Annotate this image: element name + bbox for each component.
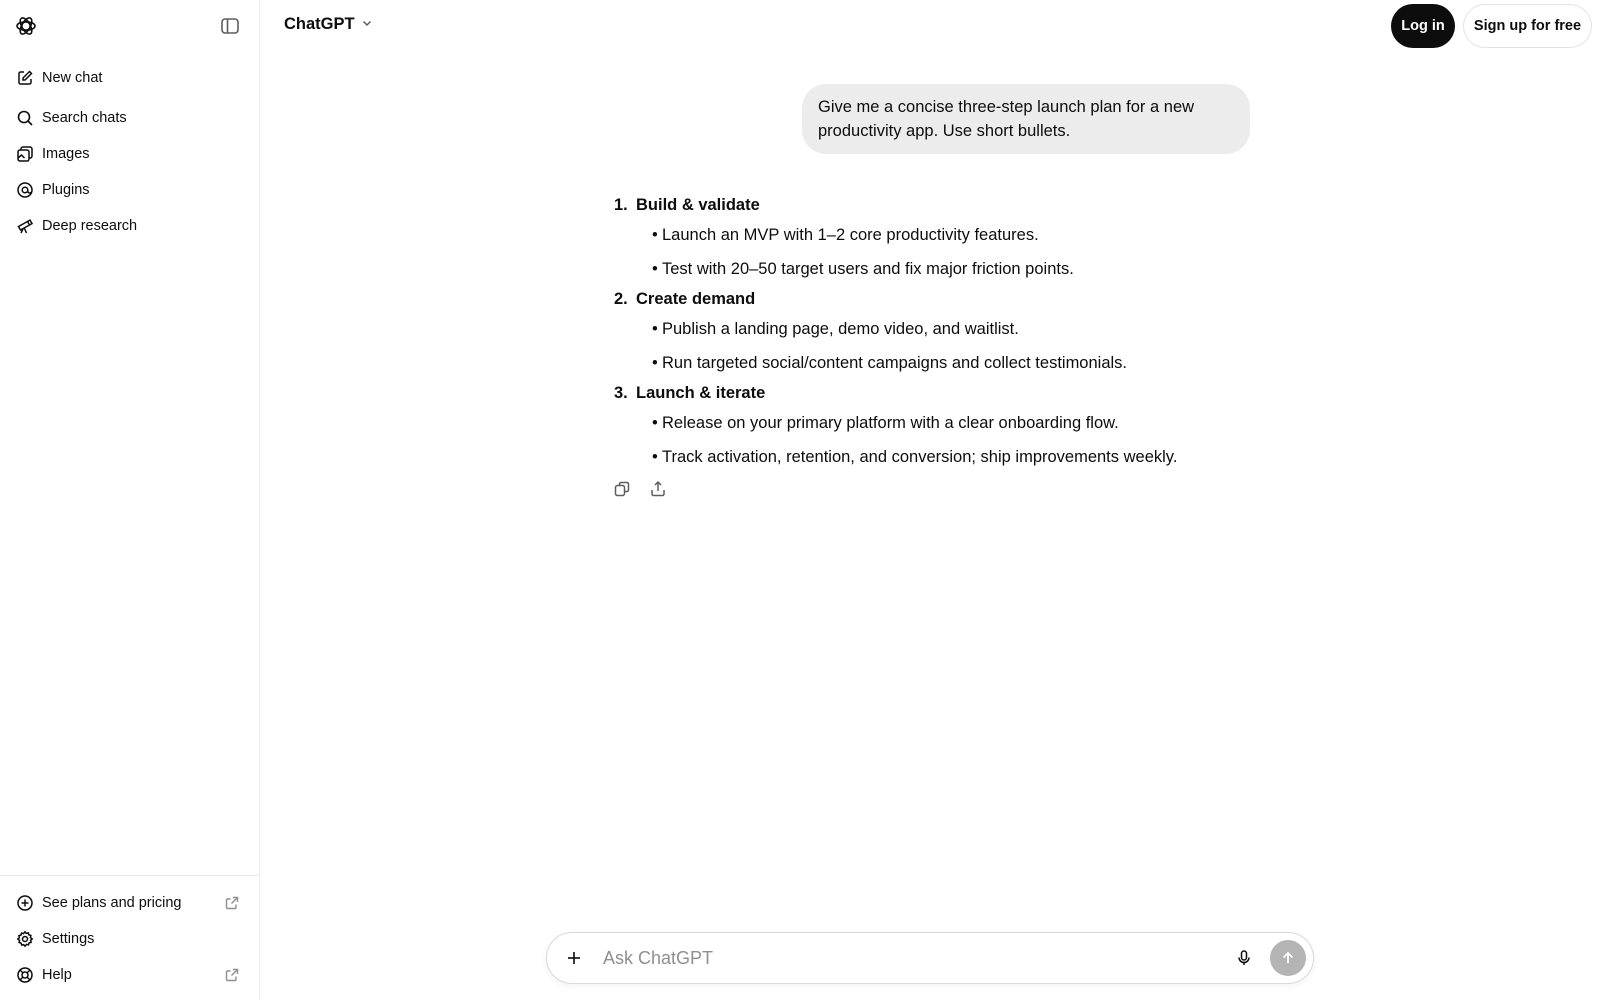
sidebar [0,0,260,1000]
sidebar-item-label: New chat [42,70,103,86]
send-button[interactable] [1270,940,1306,976]
step-heading [614,192,1274,218]
bullet-text: Publish a landing page, demo video, and waitlist. [662,320,1019,338]
assistant-message [614,192,1274,474]
user-message-bubble: Give me a concise three-step launch plan for a new productivity app. Use short bullets. [802,84,1250,154]
step-number: 3. [614,384,628,402]
edit-icon [16,69,34,87]
login-button[interactable]: Log in [1391,4,1455,48]
new-chat-button[interactable] [8,61,252,95]
bullet-item [614,406,1274,440]
sidebar-item-plugins[interactable] [8,173,252,207]
step-title: Create demand [636,290,756,308]
share-icon[interactable] [648,479,668,499]
search-chats-button[interactable] [8,101,252,135]
search-icon [16,109,34,127]
sidebar-item-label: Settings [42,931,95,947]
sidebar-item-deep-research[interactable] [8,209,252,243]
sidebar-item-label: Deep research [42,218,138,234]
step-number: 1. [614,196,628,214]
copy-icon[interactable] [612,479,632,499]
bullet-item [614,312,1274,346]
bullet-item [614,252,1274,286]
bullet-text: Release on your primary platform with a clear onboarding flow. [662,414,1119,432]
plugins-icon [16,181,34,199]
gear-icon [16,930,34,948]
bullet-text: Launch an MVP with 1–2 core productivity features. [662,226,1039,244]
arrow-up-icon [1280,950,1296,966]
help-link[interactable] [8,958,252,992]
prompt-input[interactable] [603,945,1203,971]
sidebar-item-label: Plugins [42,182,90,198]
model-name: ChatGPT [284,15,355,33]
sidebar-item-label: Help [42,967,72,983]
openai-logo-icon[interactable] [14,14,38,38]
sidebar-toggle-icon[interactable] [218,14,242,38]
step-number: 2. [614,290,628,308]
bullet-item [614,346,1274,380]
lifebuoy-icon [16,966,34,984]
sidebar-top [0,0,260,52]
plus-circle-icon [16,894,34,912]
signup-button[interactable]: Sign up for free [1463,4,1592,48]
answer-step [614,192,1274,286]
answer-step [614,286,1274,380]
bullet-item [614,440,1274,474]
step-heading [614,286,1274,312]
bullet-text: Track activation, retention, and conversion; ship improvements weekly. [662,448,1178,466]
composer [546,932,1314,984]
chevron-down-icon [361,15,373,34]
telescope-icon [16,217,34,235]
sidebar-footer [0,875,260,1000]
bullet-text: Run targeted social/content campaigns and collect testimonials. [662,354,1128,372]
microphone-icon[interactable] [1233,947,1255,969]
settings-button[interactable] [8,922,252,956]
sidebar-item-label: See plans and pricing [42,895,182,911]
images-icon [16,145,34,163]
external-link-icon [224,967,240,983]
answer-step [614,380,1274,474]
message-actions [612,479,668,499]
plans-pricing-link[interactable] [8,886,252,920]
top-bar [260,0,1600,52]
step-title: Build & validate [636,196,760,214]
external-link-icon [224,895,240,911]
bullet-item [614,218,1274,252]
attach-plus-icon[interactable] [563,947,585,969]
step-title: Launch & iterate [636,384,766,402]
bullet-text: Test with 20–50 target users and fix major friction points. [662,260,1074,278]
step-heading [614,380,1274,406]
sidebar-item-label: Search chats [42,110,127,126]
sidebar-item-label: Images [42,146,90,162]
model-selector[interactable] [284,15,373,34]
sidebar-item-images[interactable] [8,137,252,171]
